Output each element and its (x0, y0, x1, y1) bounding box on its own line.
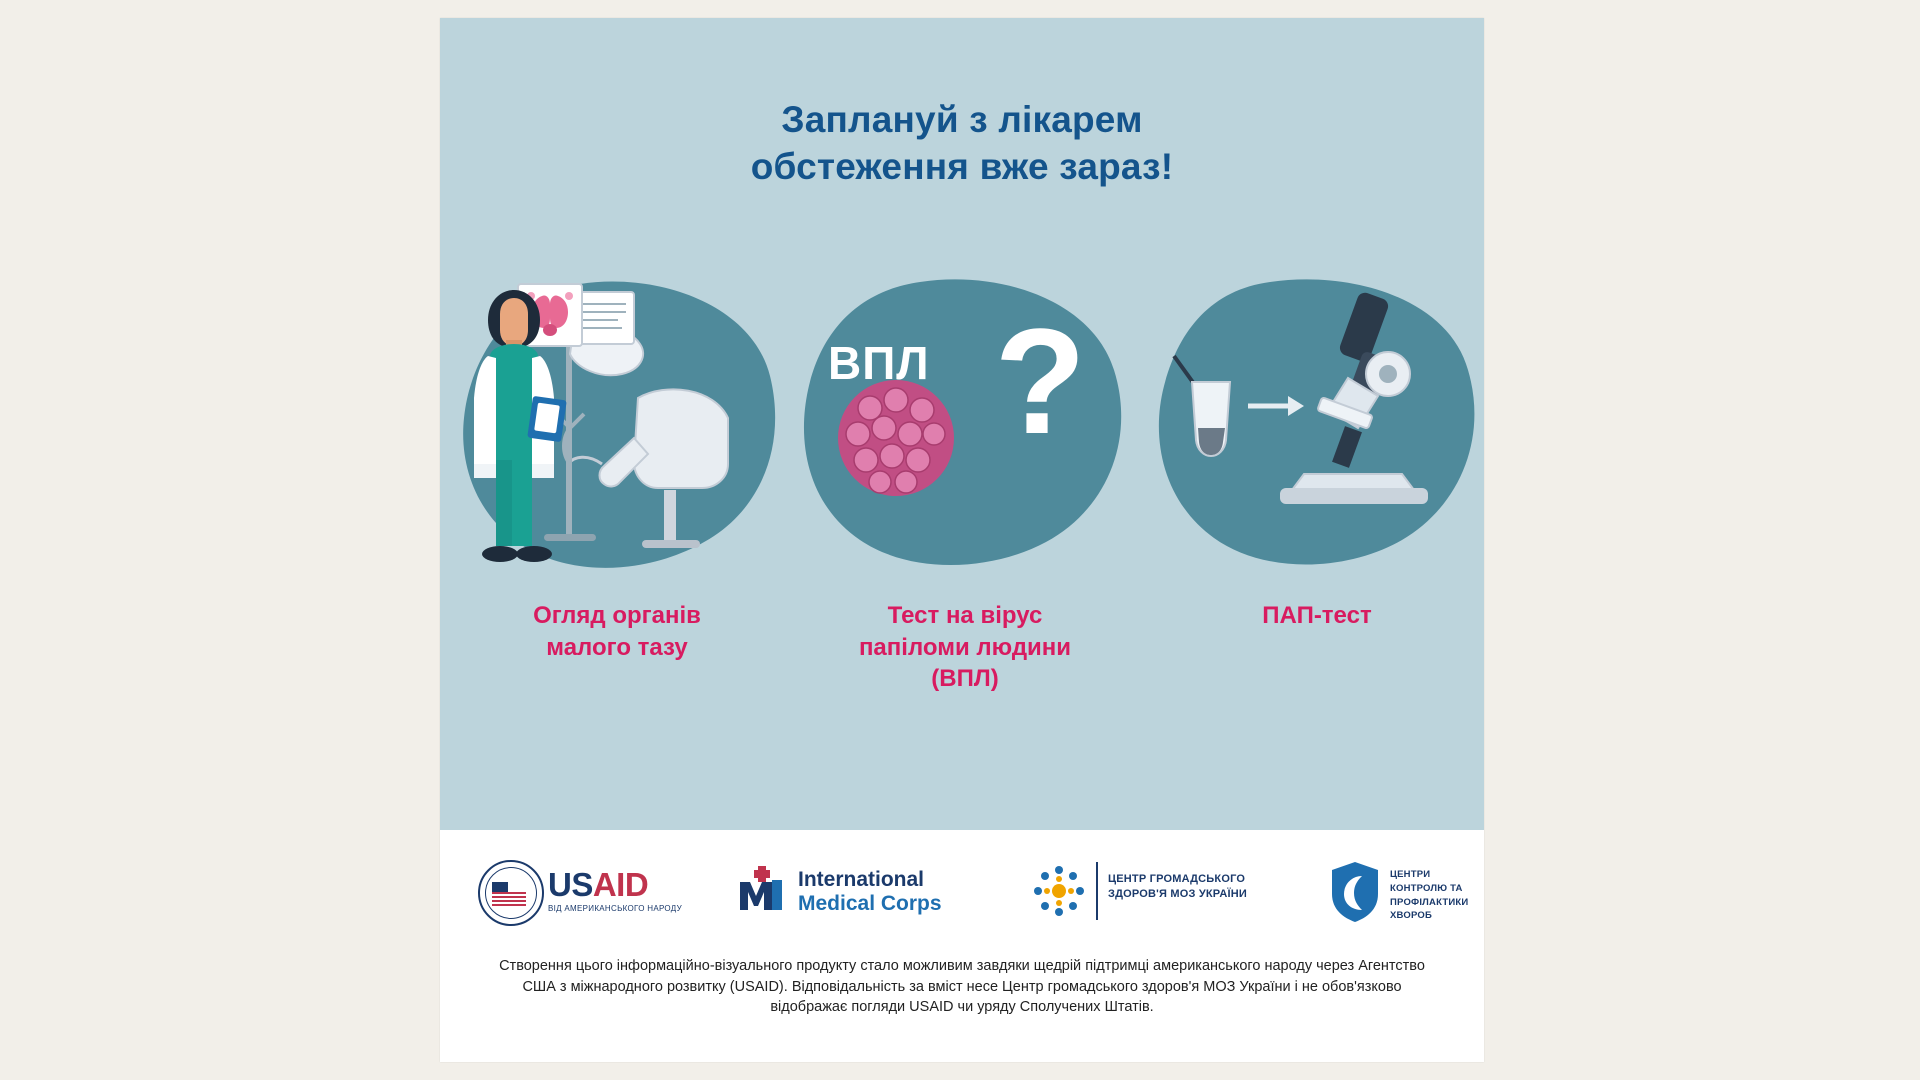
caption-line-1: ПАП-тест (1262, 602, 1372, 629)
poster (440, 18, 1484, 1062)
usaid-aid: AID (592, 866, 649, 903)
disclaimer-text: Створення цього інформаційно-візуального продукту стало можливим завдяки щедрій підтримці американського народу через Агентство США з міжнародного розвитку (USAID). Відповідальність за вміст несе Центр громадського здоров'я МОЗ України і не обов'язково відображає погляди USAID чи уряду Сполучених Штатів. (499, 958, 1425, 1016)
poster-footer (440, 830, 1484, 1062)
partner-logos (440, 846, 1484, 942)
caption-line-3: (ВПЛ) (931, 665, 999, 693)
phc-line-1: ЦЕНТР ГРОМАДСЬКОГО (1108, 873, 1246, 885)
gynecological-chair-icon (556, 389, 728, 548)
logo-cdc (1328, 846, 1484, 942)
phc-dots-icon (1030, 862, 1088, 920)
logo-usaid (478, 846, 688, 942)
poster-hero (440, 18, 1484, 830)
page-title (440, 96, 1484, 191)
phc-line-2: ЗДОРОВ'Я МОЗ УКРАЇНИ (1108, 887, 1247, 900)
card-caption-pap-test (1152, 600, 1482, 632)
imc-line-1: International (798, 868, 925, 891)
usaid-subtitle: ВІД АМЕРИКАНСЬКОГО НАРОДУ (548, 904, 682, 913)
imc-monogram-icon (736, 864, 790, 918)
caption-line-2: малого тазу (546, 633, 688, 661)
cdc-line-2: КОНТРОЛЮ ТА (1390, 882, 1463, 894)
caption-line-1: Огляд органів (533, 602, 701, 629)
question-mark-icon: ? (994, 297, 1086, 465)
card-caption-hpv-test (800, 600, 1130, 695)
caption-line-2: папіломи людини (858, 633, 1072, 661)
cdc-shield-icon (1328, 860, 1382, 924)
arrow-right-icon (1248, 396, 1304, 416)
virus-cluster-icon (838, 380, 954, 496)
cdc-line-4: ХВОРОБ (1390, 910, 1432, 922)
card-hpv-test (800, 278, 1130, 693)
caption-line-1: Тест на вірус (887, 602, 1043, 629)
phc-divider (1096, 862, 1098, 920)
usaid-wordmark (548, 866, 648, 904)
headline-line-1: Заплануй з лікарем (781, 99, 1143, 140)
cdc-line-3: ПРОФІЛАКТИКИ (1390, 896, 1469, 908)
cards-row (440, 278, 1484, 718)
hpv-label: ВПЛ (828, 337, 930, 389)
logo-public-health-center (1030, 846, 1300, 942)
cdc-line-1: ЦЕНТРИ (1390, 869, 1431, 880)
phc-wordmark (1108, 872, 1247, 902)
imc-wordmark (798, 868, 942, 915)
imc-line-2: Medical Corps (798, 891, 942, 915)
swab-tube-icon (1174, 356, 1230, 456)
cdc-wordmark (1390, 868, 1468, 923)
usaid-us: US (548, 866, 593, 903)
pelvic-exam-illustration (452, 278, 782, 588)
headline-line-2: обстеження вже зараз! (750, 146, 1174, 188)
microscope-icon (1280, 291, 1428, 504)
pap-test-illustration (1152, 278, 1482, 588)
card-pap-test (1152, 278, 1482, 629)
usaid-seal-icon (478, 860, 544, 926)
card-pelvic-exam (452, 278, 782, 661)
logo-international-medical-corps (736, 846, 991, 942)
card-caption-pelvic-exam (452, 600, 782, 663)
